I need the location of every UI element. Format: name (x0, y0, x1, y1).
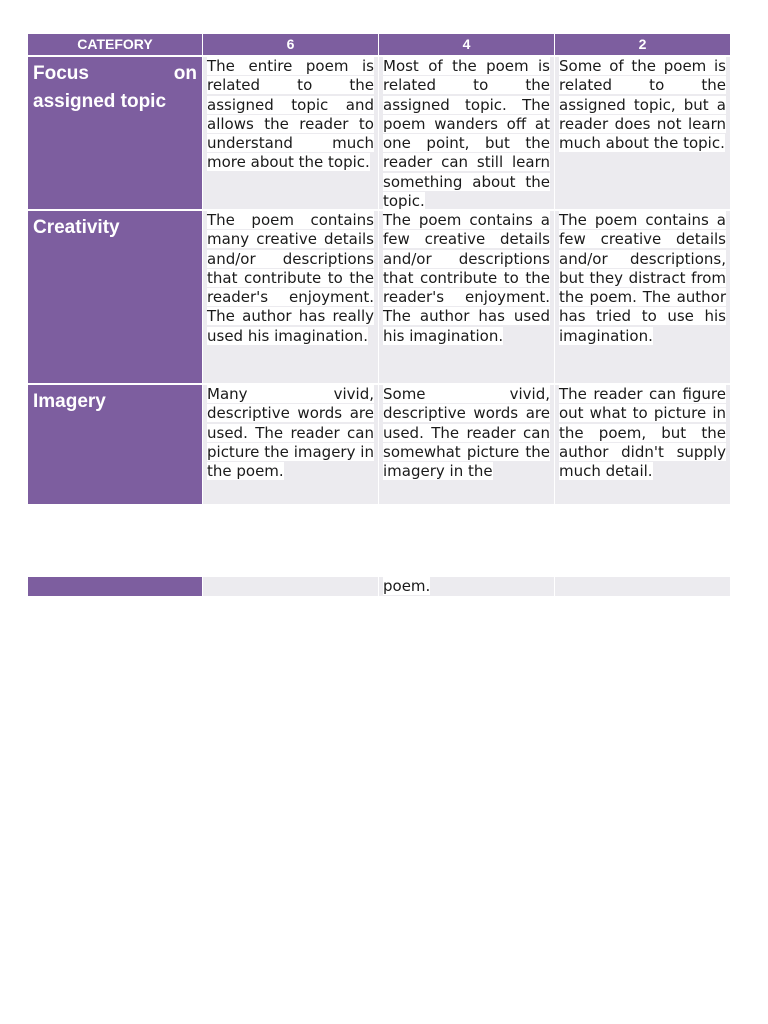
category-imagery: Imagery (28, 385, 202, 504)
table-cell (379, 385, 554, 504)
table-cell (379, 577, 554, 596)
cell-text: The poem contains a few creative details and/or descriptions that contribute to the reader's enjoyment. The author has used his imagination. (383, 211, 550, 345)
category-creativity: Creativity (28, 211, 202, 383)
table-cell (203, 577, 378, 596)
rubric-table (28, 34, 730, 506)
cell-text: Most of the poem is related to the assigned topic. The poem wanders off at one point, but the reader can still learn something about the topic. (383, 57, 550, 211)
table-cell (555, 211, 730, 383)
cell-text: The reader can figure out what to picture in the poem, but the author didn't supply much detail. (559, 385, 726, 481)
header-score-4: 4 (379, 34, 554, 55)
table-cell (203, 385, 378, 504)
cell-text: The poem contains a few creative details and/or descriptions, but they distract from the poem. The author has tried to use his imagination. (559, 211, 726, 345)
category-focus: Focus on assigned topic (28, 57, 202, 209)
cell-text: The entire poem is related to the assigned topic and allows the reader to understand much more about the topic. (207, 57, 374, 172)
header-score-6: 6 (203, 34, 378, 55)
table-cell (555, 57, 730, 209)
table-cell (203, 211, 378, 383)
cell-text: Some of the poem is related to the assigned topic, but a reader does not learn much about the topic. (559, 57, 726, 153)
cell-text: poem. (383, 577, 431, 595)
cell-text: Many vivid, descriptive words are used. The reader can picture the imagery in the poem. (207, 385, 374, 481)
table-cell (555, 385, 730, 504)
table-cell (379, 211, 554, 383)
table-cell (203, 57, 378, 209)
header-score-2: 2 (555, 34, 730, 55)
header-category: CATEFORY (28, 34, 202, 55)
table-row-continuation (28, 577, 730, 596)
cell-text: Some vivid, descriptive words are used. The reader can somewhat picture the imagery in the (383, 385, 550, 481)
category-continuation (28, 577, 202, 596)
table-cell (379, 57, 554, 209)
table-cell (555, 577, 730, 596)
cell-text: The poem contains many creative details and/or descriptions that contribute to the reader's enjoyment. The author has really used his imagination. (207, 211, 374, 345)
